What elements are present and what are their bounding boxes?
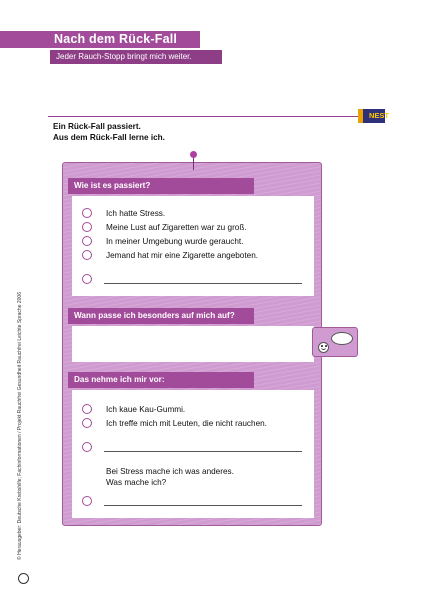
option-checkbox-other[interactable] [82,496,92,506]
option-label: In meiner Umgebung wurde geraucht. [106,237,244,246]
option-checkbox[interactable] [82,222,92,232]
option-label: Ich treffe mich mit Leuten, die nicht rauchen. [106,419,267,428]
logo: NEST [369,111,390,120]
option-checkbox-other[interactable] [82,274,92,284]
pin-icon [193,158,194,170]
option-label: Meine Lust auf Zigaretten war zu groß. [106,223,247,232]
thought-bubble-icon [331,332,353,345]
intro-line-2: Aus dem Rück-Fall lerne ich. [53,133,165,142]
copyright-icon [18,573,29,584]
section2-heading: Wann passe ich besonders auf mich auf? [74,311,235,320]
section2-answer-field[interactable] [72,326,314,362]
option-label: Ich kaue Kau-Gummi. [106,405,186,414]
option-checkbox[interactable] [82,418,92,428]
option-label: Ich hatte Stress. [106,209,166,218]
option-checkbox[interactable] [82,208,92,218]
option-checkbox[interactable] [82,236,92,246]
prompt-line-1: Bei Stress mache ich was anderes. [106,467,234,476]
intro-line-1: Ein Rück-Fall passiert. [53,122,141,131]
write-in-line[interactable] [104,283,302,284]
option-checkbox[interactable] [82,404,92,414]
divider [48,116,366,117]
section3-heading: Das nehme ich mir vor: [74,375,165,384]
page-subtitle: Jeder Rauch-Stopp bringt mich weiter. [56,52,192,61]
write-in-line[interactable] [104,451,302,452]
section1-heading: Wie ist es passiert? [74,181,151,190]
footer-credits: © Herausgeber: Deutsche Krebshilfe; Fachinformationen / Projekt Rauchfrei Gesundheit Rauchfrei Leichte Sprache 2006 [17,292,23,560]
write-in-line[interactable] [104,505,302,506]
page-title: Nach dem Rück-Fall [54,32,178,46]
intro-text [53,121,165,143]
prompt-line-2: Was mache ich? [106,478,167,487]
option-checkbox-other[interactable] [82,442,92,452]
option-label: Jemand hat mir eine Zigarette angeboten. [106,251,259,260]
option-checkbox[interactable] [82,250,92,260]
pin-head-icon [190,151,197,158]
